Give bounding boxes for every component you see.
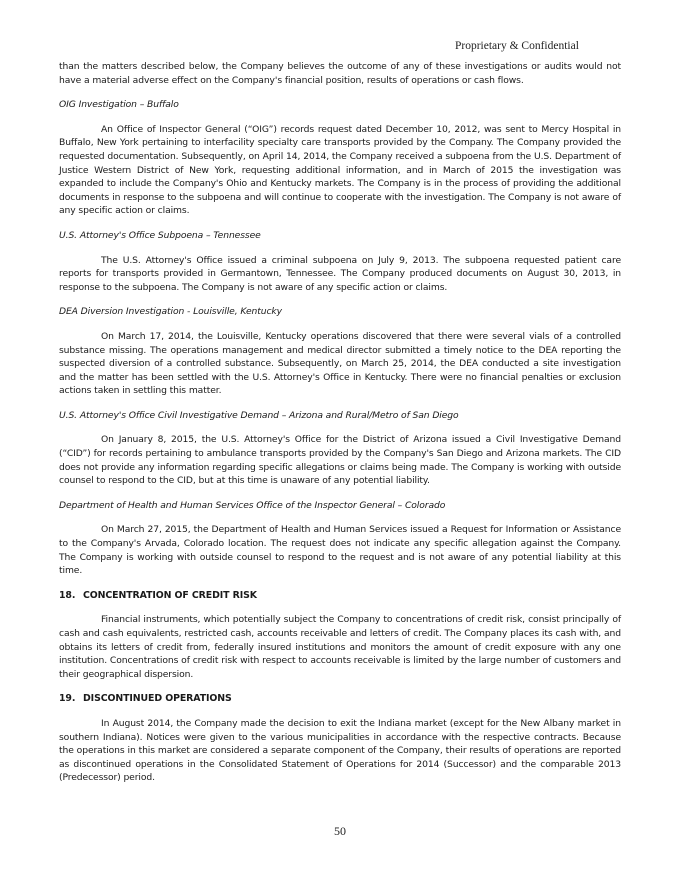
investigation-heading: U.S. Attorney's Office Civil Investigative Demand – Arizona and Rural/Metro of San Diego xyxy=(59,409,459,421)
investigation-body: On March 17, 2014, the Louisville, Kentucky operations discovered that there were several vials of a controlled substance missing. The operations management and medical director submitted a timely notice to the DEA reporting the suspected diversion of a controlled substance. Subsequently, on March 25, 2014, the DEA conducted a site investigation and the matter has been settled with the U.S. Attorney's Office in Kentucky. There were no financial penalties or exclusion actions taken in settling this matter. xyxy=(59,330,621,397)
investigation-heading: DEA Diversion Investigation - Louisville, Kentucky xyxy=(59,306,282,318)
investigation-body: An Office of Inspector General (“OIG”) records request dated December 10, 2012, was sent to Mercy Hospital in Buffalo, New York pertaining to interfacility specialty care transports provided by the Company. The Company provided the requested documentation. Subsequently, on April 14, 2014, the Company received a subpoena from the U.S. Department of Justice Western District of New York, requesting additional information, and in March of 2015 the investigation was expanded to include the Company's Ohio and Kentucky markets. The Company is in the process of providing the additional documents in response to the subpoena and will continue to cooperate with the investigation. The Company is not aware of any specific action or claims. xyxy=(59,123,621,217)
section-number: 18. xyxy=(59,589,76,601)
investigation-arizona-cid xyxy=(59,409,621,488)
section-title: DISCONTINUED OPERATIONS xyxy=(83,693,232,705)
section-discontinued-operations xyxy=(59,692,621,785)
investigation-oig-buffalo xyxy=(59,98,621,218)
section-body: Financial instruments, which potentially subject the Company to concentrations of credit risk, consist principally of cash and cash equivalents, restricted cash, accounts receivable and letters of credit. The Company places its cash with, and obtains its letters of credit from, federally insured institutions and monitors the amount of credit exposure with any one institution. Concentrations of credit risk with respect to accounts receivable is limited by the large number of customers and their geographical dispersion. xyxy=(59,614,621,680)
confidentiality-header: Proprietary & Confidential xyxy=(455,40,579,52)
investigation-body: On March 27, 2015, the Department of Health and Human Services issued a Request for Information or Assistance to the Company's Arvada, Colorado location. The request does not indicate any specific allegation against the Company. The Company is working with outside counsel to respond to the request and is not aware of any potential liability at this time. xyxy=(59,524,621,577)
page-content xyxy=(59,60,621,796)
investigation-hhs-colorado xyxy=(59,499,621,578)
section-heading xyxy=(59,589,621,603)
investigation-tennessee-subpoena xyxy=(59,229,621,294)
section-title: CONCENTRATION OF CREDIT RISK xyxy=(83,589,257,601)
investigation-body: The U.S. Attorney's Office issued a criminal subpoena on July 9, 2013. The subpoena requested patient care reports for transports provided in Germantown, Tennessee. The Company produced documents on August 30, 2013, in response to the subpoena. The Company is not aware of any specific action or claims. xyxy=(59,254,621,293)
section-number: 19. xyxy=(59,693,76,705)
investigation-body: On January 8, 2015, the U.S. Attorney's Office for the District of Arizona issued a Civil Investigative Demand (“CID”) for records pertaining to ambulance transports provided by the Company's San Diego and Arizona markets. The CID does not provide any information regarding specific allegations or claims being made. The Company is working with outside counsel to respond to the CID, but at this time is unaware of any potential liability. xyxy=(59,434,621,487)
intro-paragraph: than the matters described below, the Company believes the outcome of any of these investigations or audits would not have a material adverse effect on the Company's financial position, results of operations or cash flows. xyxy=(59,61,621,86)
section-body: In August 2014, the Company made the decision to exit the Indiana market (except for the New Albany market in southern Indiana). Notices were given to the various municipalities in accordance with the respective contracts. Because the operations in this market are considered a separate component of the Company, their results of operations are reported as discontinued operations in the Consolidated Statement of Operations for 2014 (Successor) and the comparable 2013 (Predecessor) period. xyxy=(59,717,621,784)
page-number: 50 xyxy=(334,824,346,838)
section-credit-risk xyxy=(59,589,621,682)
investigation-heading: OIG Investigation – Buffalo xyxy=(59,99,179,111)
investigation-dea-louisville xyxy=(59,305,621,398)
investigation-heading: U.S. Attorney's Office Subpoena – Tennessee xyxy=(59,229,261,241)
section-heading xyxy=(59,692,621,706)
investigation-heading: Department of Health and Human Services Office of the Inspector General – Colorado xyxy=(59,499,446,511)
